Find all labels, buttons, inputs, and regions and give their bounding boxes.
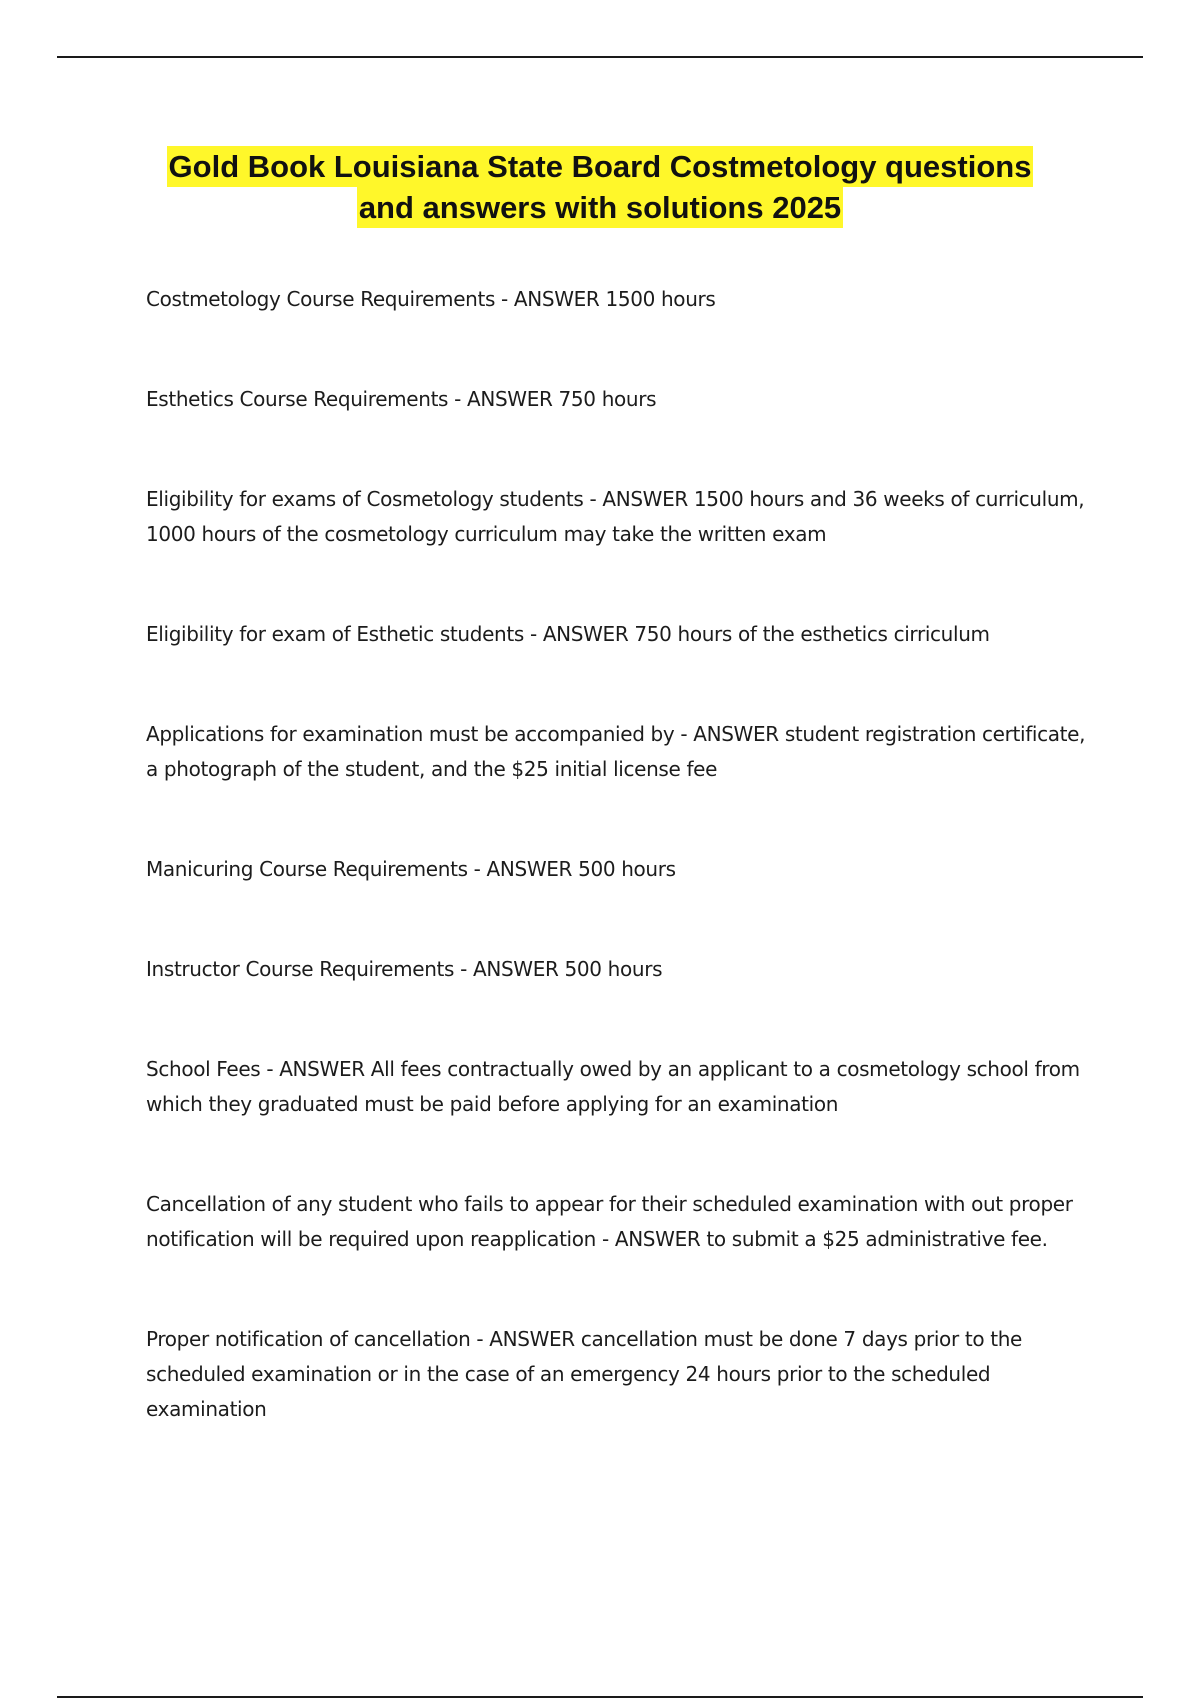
qa-item: Applications for examination must be accompanied by - ANSWER student registration certificate, a photograph of the student, and the $25 initial license fee xyxy=(146,722,1086,781)
footer-rule xyxy=(57,1696,1143,1698)
title-line-1: Gold Book Louisiana State Board Costmetology questions xyxy=(167,146,1034,187)
qa-item: Eligibility for exams of Cosmetology students - ANSWER 1500 hours and 36 weeks of curriculum, 1000 hours of the cosmetology curriculum may take the written exam xyxy=(146,487,1085,546)
qa-item: Costmetology Course Requirements - ANSWER 1500 hours xyxy=(146,287,716,311)
qa-item: Esthetics Course Requirements - ANSWER 750 hours xyxy=(146,387,657,411)
document-title xyxy=(0,146,1200,228)
qa-item: Manicuring Course Requirements - ANSWER 500 hours xyxy=(146,857,676,881)
header-rule xyxy=(57,56,1143,58)
title-line-2: and answers with solutions 2025 xyxy=(357,187,843,228)
qa-list xyxy=(146,282,1096,1492)
qa-item: Instructor Course Requirements - ANSWER 500 hours xyxy=(146,957,663,981)
qa-item: Eligibility for exam of Esthetic students - ANSWER 750 hours of the esthetics cirriculum xyxy=(146,622,990,646)
qa-item: Cancellation of any student who fails to appear for their scheduled examination with out proper notification will be required upon reapplication - ANSWER to submit a $25 administrative fee. xyxy=(146,1192,1073,1251)
qa-item: School Fees - ANSWER All fees contractually owed by an applicant to a cosmetology school from which they graduated must be paid before applying for an examination xyxy=(146,1057,1080,1116)
qa-item: Proper notification of cancellation - ANSWER cancellation must be done 7 days prior to the scheduled examination or in the case of an emergency 24 hours prior to the scheduled examination xyxy=(146,1327,1022,1421)
